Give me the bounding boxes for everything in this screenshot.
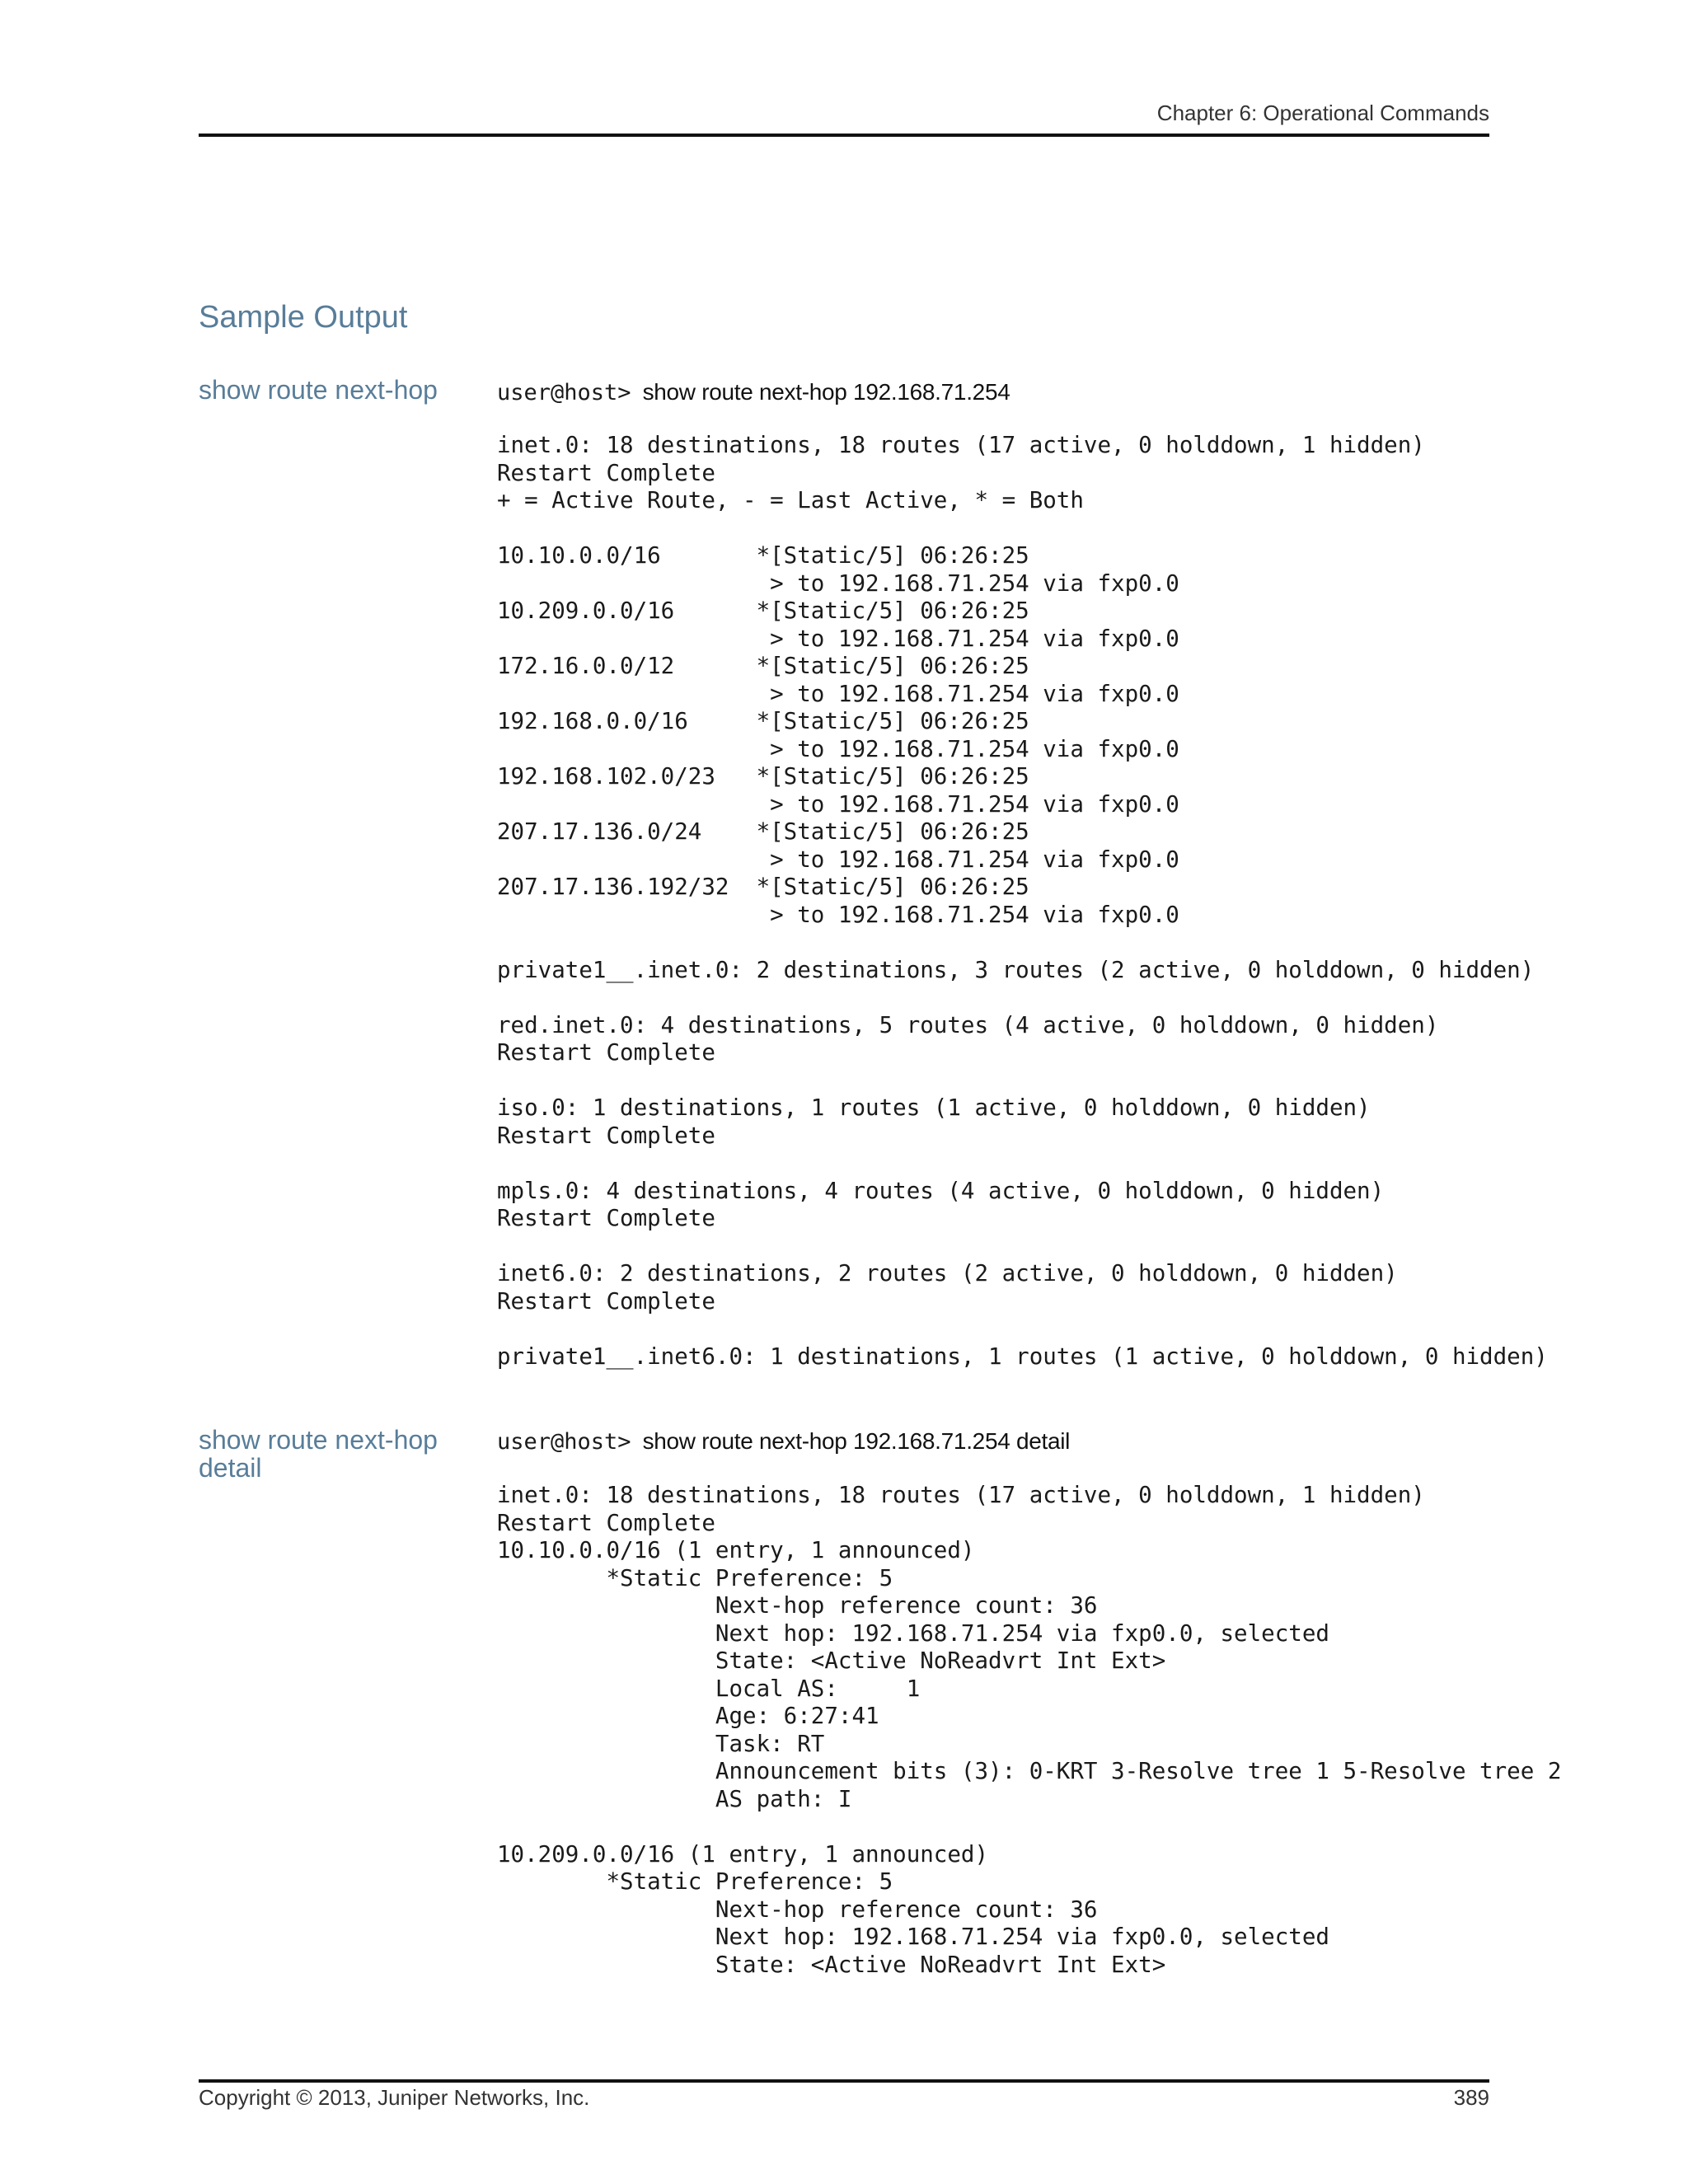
cli-prompt: user@host> <box>497 380 631 405</box>
section-heading: Sample Output <box>199 300 408 335</box>
page-number: 389 <box>1453 2085 1489 2110</box>
example-label-next-hop: show route next-hop <box>199 375 438 405</box>
footer-copyright: Copyright © 2013, Juniper Networks, Inc. <box>199 2085 590 2110</box>
running-header-chapter: Chapter 6: Operational Commands <box>1156 101 1489 125</box>
footer-rule <box>199 2079 1489 2083</box>
example-label-next-hop-detail: show route next-hop detail <box>199 1425 438 1483</box>
command-line <box>497 1428 1070 1455</box>
command-line <box>497 379 1010 405</box>
command-output: inet.0: 18 destinations, 18 routes (17 active, 0 holddown, 1 hidden) Restart Complete + = Active Route, - = Last Active, * = Both 10.10.0.0/16 *[Static/5] 06:26:25 > to 192.168.71.254 via fxp0.0 10.209.0.0/16 *[Static/5] 06:26:25 > to 192.168.71.254 via fxp0.0 172.16.0.0/12 *[Static/5] 06:26:25 > to 192.168.71.254 via fxp0.0 192.168.0.0/16 *[Static/5] 06:26:25 > to 192.168.71.254 via fxp0.0 192.168.102.0/23 *[Static/5] 06:26:25 > to 192.168.71.254 via fxp0.0 207.17.136.0/24 *[Static/5] 06:26:25 > to 192.168.71.254 via fxp0.0 207.17.136.192/32 *[Static/5] 06:26:25 > to 192.168.71.254 via fxp0.0 private1__.inet.0: 2 destinations, 3 routes (2 active, 0 holddown, 0 hidden) red.inet.0: 4 destinations, 5 routes (4 active, 0 holddown, 0 hidden) Restart Complete iso.0: 1 destinations, 1 routes (1 active, 0 holddown, 0 hidden) Restart Complete mpls.0: 4 destinations, 4 routes (4 active, 0 holddown, 0 hidden) Restart Complete inet6.0: 2 destinations, 2 routes (2 active, 0 holddown, 0 hidden) Restart Complete private1__.inet6.0: 1 destinations, 1 routes (1 active, 0 holddown, 0 hidden) <box>497 432 1548 1370</box>
command-output-detail: inet.0: 18 destinations, 18 routes (17 active, 0 holddown, 1 hidden) Restart Complete 10.10.0.0/16 (1 entry, 1 announced) *Static Preference: 5 Next-hop reference count: 36 Next hop: 192.168.71.254 via fxp0.0, selected State: <Active NoReadvrt Int Ext> Local AS: 1 Age: 6:27:41 Task: RT Announcement bits (3): 0-KRT 3-Resolve tree 1 5-Resolve tree 2 AS path: I 10.209.0.0/16 (1 entry, 1 announced) *Static Preference: 5 Next-hop reference count: 36 Next hop: 192.168.71.254 via fxp0.0, selected State: <Active NoReadvrt Int Ext> <box>497 1482 1562 1978</box>
header-rule <box>199 134 1489 137</box>
cli-command: show route next-hop 192.168.71.254 detail <box>642 1428 1071 1454</box>
cli-prompt: user@host> <box>497 1429 631 1455</box>
cli-command: show route next-hop 192.168.71.254 <box>642 379 1010 405</box>
